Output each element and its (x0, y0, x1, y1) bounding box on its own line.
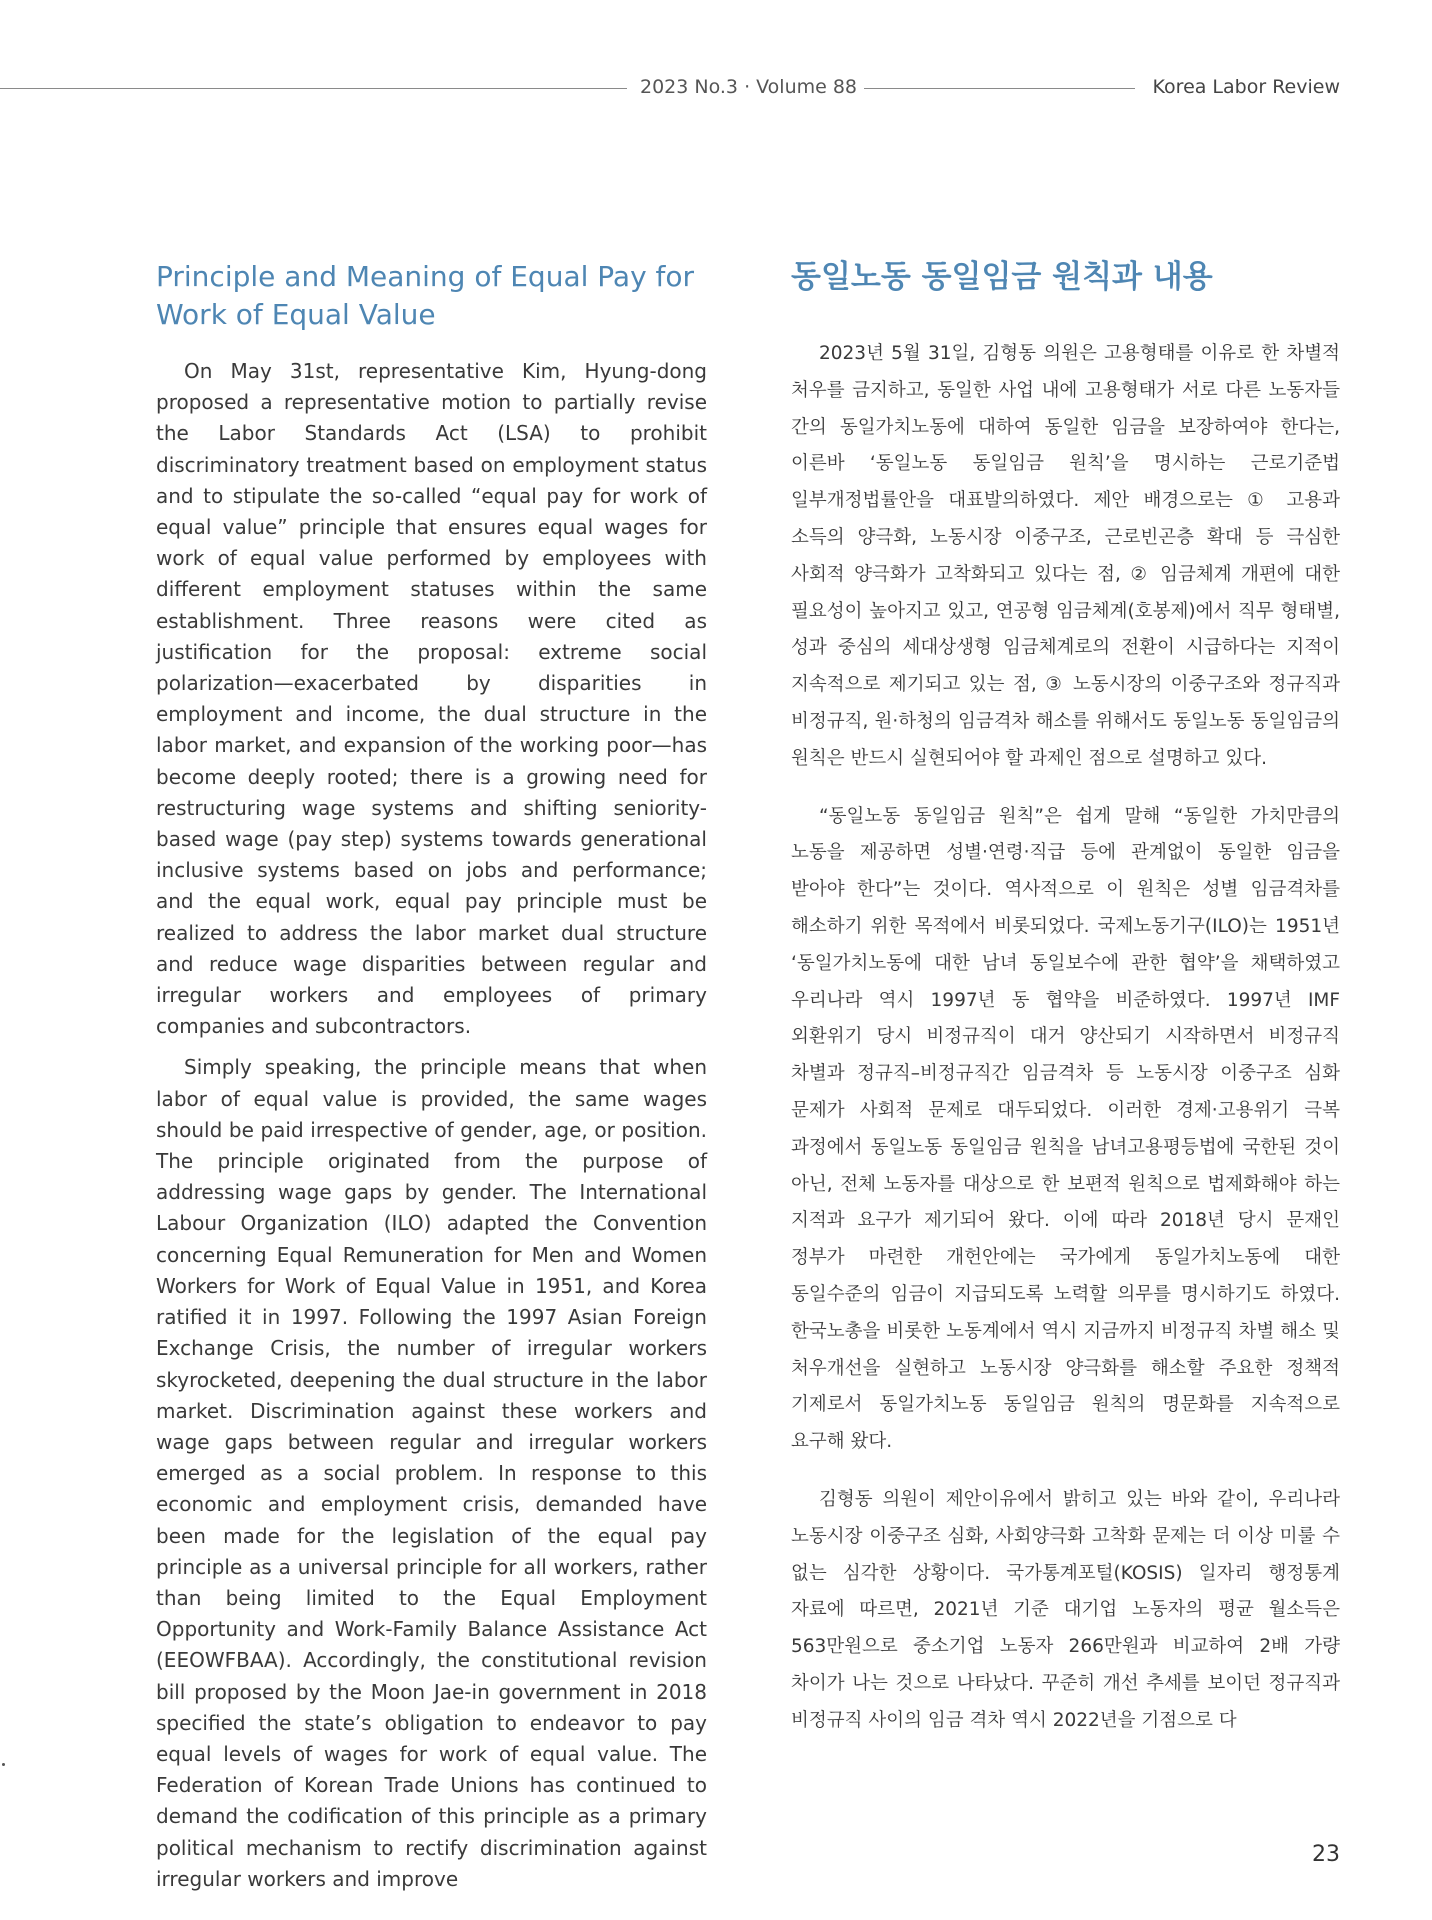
issue-label: 2023 No.3 · Volume 88 (640, 76, 858, 98)
korean-section-title: 동일노동 동일임금 원칙과 내용 (791, 259, 1213, 295)
korean-paragraph: 김형동 의원이 제안이유에서 밝히고 있는 바와 같이, 우리나라 노동시장 이중구조 심화, 사회양극화 고착화 문제는 더 이상 미룰 수 없는 심각한 상황이다. 국가통계포털(KOSIS) 일자리 행정통계 자료에 따르면, 2021년 기준 대기업 노동자의 평균 월소득은 563만원으로 중소기업 노동자 266만원과 비교하여 2배 가량 차이가 나는 것으로 나타났다. 꾸준히 개선 추세를 보이던 정규직과 비정규직 사이의 임금 격차 역시 2022년을 기점으로 다 (791, 1488, 1340, 1731)
english-paragraph: Simply speaking, the principle means that when labor of equal value is provided, the same wages should be paid irrespective of gender, age, or position. The principle originated from the purpose of addressing wage gaps by gender. The International Labour Organization (ILO) adapted the Convention concerning Equal Remuneration for Men and Women Workers for Work of Equal Value in 1951, and Korea ratified it in 1997. Following the 1997 Asian Foreign Exchange Crisis, the number of irregular workers skyrocketed, deepening the dual structure in the labor market. Discrimination against these workers and wage gaps between regular and irregular workers emerged as a social problem. In response to this economic and employment crisis, demanded have been made for the legislation of the equal pay principle as a universal principle for all workers, rather than being limited to the Equal Employment Opportunity and Work-Family Balance Assistance Act (EEOWFBAA). Accordingly, the constitutional revision bill proposed by the Moon Jae-in government in 2018 specified the state’s obligation to endeavor to pay equal levels of wages for work of equal value. The Federation of Korean Trade Unions has continued to demand the codification of this principle as a primary political mechanism to rectify discrimination against irregular workers and improve (156, 1055, 707, 1891)
korean-column (791, 258, 1340, 1760)
header-rule (0, 88, 627, 89)
page-number: 23 (1312, 1842, 1340, 1867)
english-section-title: Principle and Meaning of Equal Pay for Work of Equal Value (156, 260, 695, 331)
header-rule (864, 88, 1135, 89)
journal-name: Korea Labor Review (1152, 76, 1340, 98)
korean-paragraph: 2023년 5월 31일, 김형동 의원은 고용형태를 이유로 한 차별적 처우를 금지하고, 동일한 사업 내에 고용형태가 서로 다른 노동자들 간의 동일가치노동에 대하여 동일한 임금을 보장하여야 한다는, 이른바 ‘동일노동 동일임금 원칙’을 명시하는 근로기준법 일부개정법률안을 대표발의하였다. 제안 배경으로는 ① 고용과 소득의 양극화, 노동시장 이중구조, 근로빈곤층 확대 등 극심한 사회적 양극화가 고착화되고 있다는 점, ② 임금체계 개편에 대한 필요성이 높아지고 있고, 연공형 임금체계(호봉제)에서 직무 형태별, 성과 중심의 세대상생형 임금체계로의 전환이 시급하다는 지적이 지속적으로 제기되고 있는 점, ③ 노동시장의 이중구조와 정규직과 비정규직, 원·하청의 임금격차 해소를 위해서도 동일노동 동일임금의 원칙은 반드시 실현되어야 할 과제인 점으로 설명하고 있다. (791, 343, 1340, 769)
english-column (156, 258, 707, 1905)
margin-mark (2, 1763, 5, 1766)
korean-paragraph: “동일노동 동일임금 원칙”은 쉽게 말해 “동일한 가치만큼의 노동을 제공하면 성별·연령·직급 등에 관계없이 동일한 임금을 받아야 한다”는 것이다. 역사적으로 이 원칙은 성별 임금격차를 해소하기 위한 목적에서 비롯되었다. 국제노동기구(ILO)는 1951년 ‘동일가치노동에 대한 남녀 동일보수에 관한 협약’을 채택하였고 우리나라 역시 1997년 동 협약을 비준하였다. 1997년 IMF 외환위기 당시 비정규직이 대거 양산되기 시작하면서 비정규직 차별과 정규직–비정규직간 임금격차 등 노동시장 이중구조 심화 문제가 사회적 문제로 대두되었다. 이러한 경제·고용위기 극복 과정에서 동일노동 동일임금 원칙을 남녀고용평등법에 국한된 것이 아닌, 전체 노동자를 대상으로 한 보편적 원칙으로 법제화해야 하는 지적과 요구가 제기되어 왔다. 이에 따라 2018년 당시 문재인 정부가 마련한 개헌안에는 국가에게 동일가치노동에 대한 동일수준의 임금이 지급되도록 노력할 의무를 명시하기도 하였다. 한국노총을 비롯한 노동계에서 역시 지금까지 비정규직 차별 해소 및 처우개선을 실현하고 노동시장 양극화를 해소할 주요한 정책적 기제로서 동일가치노동 동일임금 원칙의 명문화를 지속적으로 요구해 왔다. (791, 805, 1340, 1453)
english-paragraph: On May 31st, representative Kim, Hyung-dong proposed a representative motion to partially revise the Labor Standards Act (LSA) to prohibit discriminatory treatment based on employment status and to stipulate the so-called “equal pay for work of equal value” principle that ensures equal wages for work of equal value performed by employees with different employment statuses within the same establishment. Three reasons were cited as justification for the proposal: extreme social polarization—exacerbated by disparities in employment and income, the dual structure in the labor market, and expansion of the working poor—has become deeply rooted; there is a growing need for restructuring wage systems and shifting seniority-based wage (pay step) systems towards generational inclusive systems based on jobs and performance; and the equal work, equal pay principle must be realized to address the labor market dual structure and reduce wage disparities between regular and irregular workers and employees of primary companies and subcontractors. (156, 359, 707, 1039)
